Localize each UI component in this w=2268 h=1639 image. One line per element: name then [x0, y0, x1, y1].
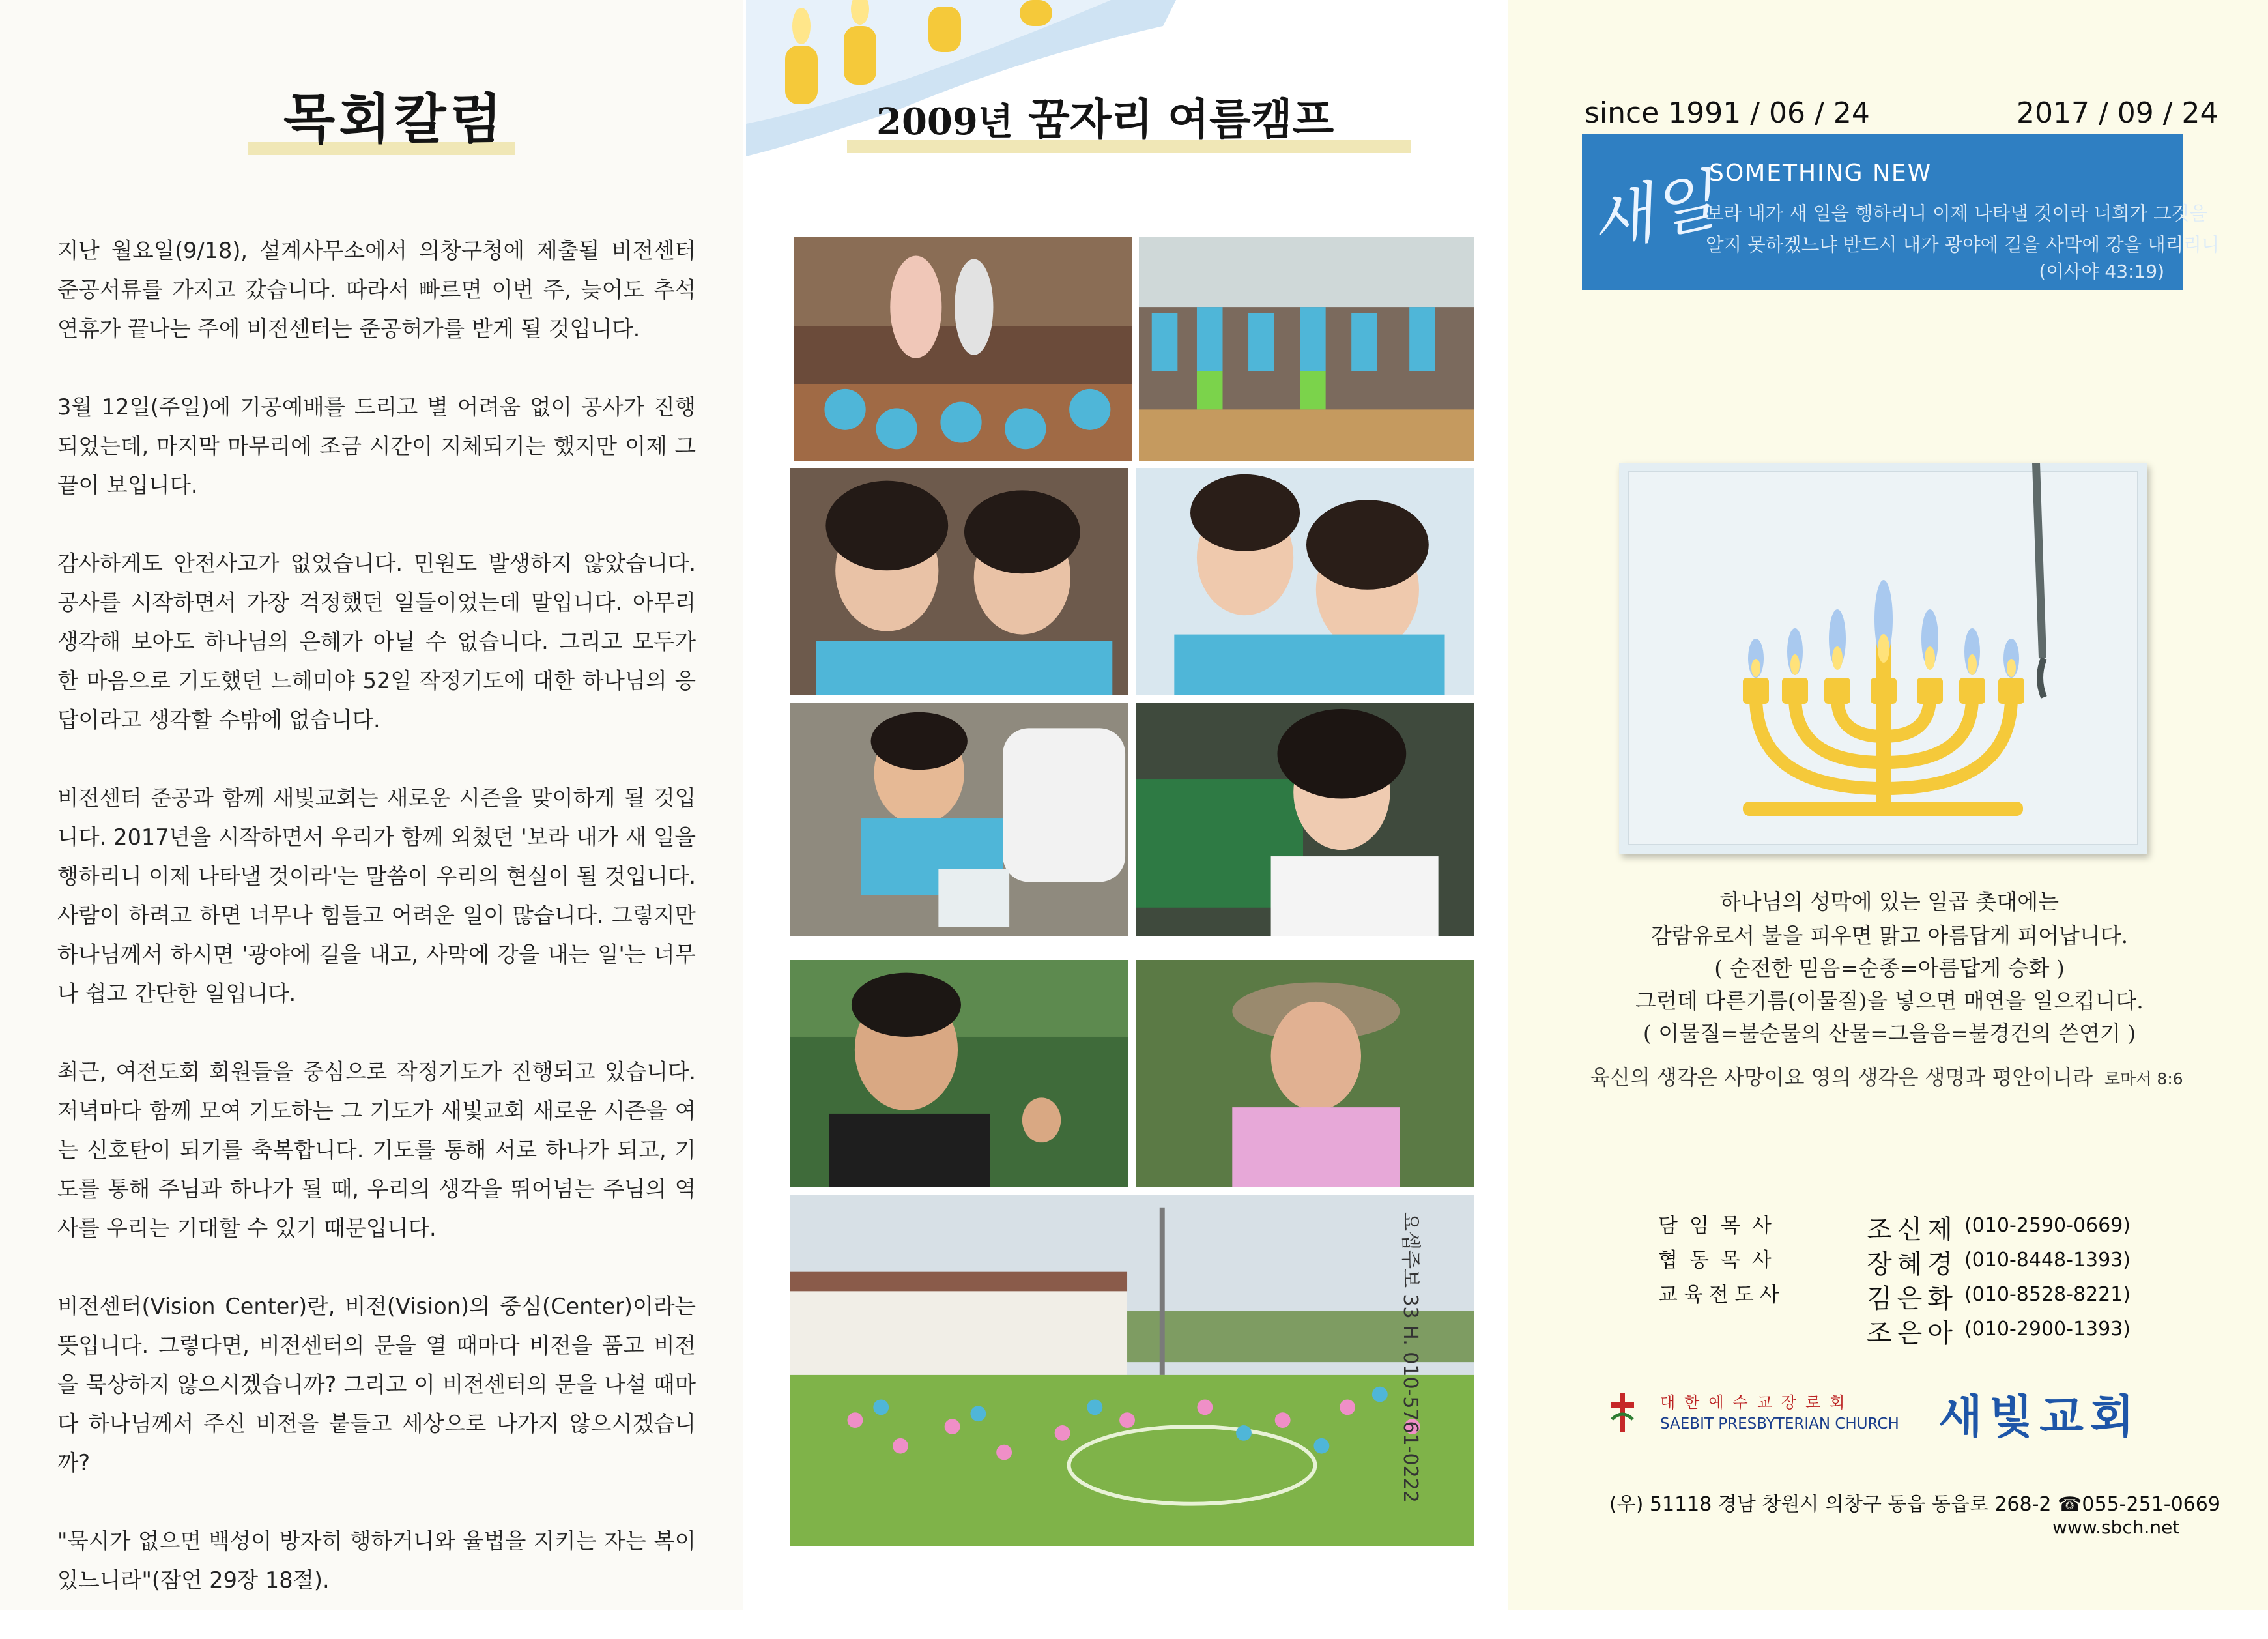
column-paragraph: 3월 12일(주일)에 기공예배를 드리고 별 어려움 없이 공사가 진행되었는데, 마지막 마무리에 조금 시간이 지체되기는 했지만 이제 그 끝이 보입니다.	[57, 394, 696, 498]
camp-photo-two-girls	[788, 466, 1130, 697]
camp-photo-laughing-girls	[1134, 466, 1476, 697]
menorah-caption-line: ( 이물질=불순물의 산물=그을음=불경건의 쓴연기 )	[1643, 1021, 2136, 1046]
since-date: since 1991 / 06 / 24	[1585, 96, 1870, 130]
staff-role: 교육전도사	[1658, 1283, 1785, 1307]
camp-title	[876, 85, 1334, 147]
camp-title-text: 꿈자리 여름캠프	[1027, 94, 1334, 145]
staff-name: 조은아	[1867, 1318, 1958, 1348]
church-website: www.sbch.net	[2052, 1516, 2180, 1538]
camp-photo-stage-performance	[792, 235, 1134, 463]
printer-note: 요셉주보 33 H. 010-5761-0222	[1399, 1212, 1422, 1503]
banner-verse-line: 알지 못하겠느냐 반드시 내가 광야에 길을 사막에 강을 내리리니	[1706, 234, 2220, 255]
church-english-name: SAEBIT PRESBYTERIAN CHURCH	[1660, 1415, 1899, 1432]
staff-name: 장혜경	[1867, 1249, 1958, 1279]
romans-verse-text: 육신의 생각은 사망이요 영의 생각은 생명과 평안이니라	[1590, 1065, 2093, 1090]
church-denomination: 대한예수교장로회	[1660, 1393, 1854, 1412]
staff-phone: (010-8528-8221)	[1964, 1283, 2131, 1306]
camp-photo-man-in-hat	[1134, 958, 1476, 1189]
column-title: 목회칼럼	[283, 88, 506, 151]
column-paragraph: 비전센터(Vision Center)란, 비전(Vision)의 중심(Center)이라는 뜻입니다. 그렇다면, 비전센터의 문을 열 때마다 비전을 품고 비전을 묵상하지 않으시겠습니까? 그리고 이 비전센터의 문을 나설 때마다 하나님께서 주신 비전을 붙들고 세상으로 나가지 않으시겠습니까?	[57, 1294, 696, 1475]
staff-phone: (010-8448-1393)	[1964, 1249, 2131, 1271]
banner-tagline: SOMETHING NEW	[1709, 160, 1932, 186]
menorah-caption-line: ( 순전한 믿음=순종=아름답게 승화 )	[1714, 955, 2065, 981]
menorah-caption-line: 그런데 다른기름(이물질)을 넣으면 매연을 일으킵니다.	[1635, 988, 2144, 1013]
staff-role: 담임목사	[1658, 1214, 1783, 1238]
staff-phone: (010-2590-0669)	[1964, 1214, 2131, 1237]
menorah-caption-line: 감람유로서 불을 피우면 맑고 아름답게 피어납니다.	[1650, 923, 2129, 948]
column-paragraph: 최근, 여전도회 회원들을 중심으로 작정기도가 진행되고 있습니다. 저녁마다 함께 모여 기도하는 그 기도가 새빛교회 새로운 시즌을 여는 신호탄이 되기를 축복합니다. 기도를 통해 서로 하나가 되고, 기도를 통해 주님과 하나가 될 때, 우리의 생각을 뛰어넘는 주님의 역사를 우리는 기대할 수 있기 때문입니다.	[57, 1059, 696, 1241]
camp-photo-boy-on-chair	[788, 701, 1130, 938]
column-paragraph: 감사하게도 안전사고가 없었습니다. 민원도 발생하지 않았습니다. 공사를 시작하면서 가장 걱정했던 일들이었는데 말입니다. 아무리 생각해 보아도 하나님의 은혜가 아닐 수 없습니다. 그리고 모두가 한 마음으로 기도했던 느헤미야 52일 작정기도에 대한 하나님의 응답이라고 생각할 수밖에 없습니다.	[57, 551, 696, 732]
staff-name: 조신제	[1867, 1215, 1958, 1245]
camp-title-year: 2009년	[876, 100, 1013, 143]
camp-photo-man-wet-hair	[788, 958, 1130, 1189]
church-cross-icon	[1609, 1393, 1635, 1432]
romans-verse-reference: 로마서 8:6	[2104, 1069, 2183, 1088]
column-paragraph: "묵시가 없으면 백성이 방자히 행하거니와 율법을 지키는 자는 복이 있느니라"(잠언 29장 18절).	[57, 1528, 696, 1593]
church-address: (우) 51118 경남 창원시 의창구 동읍 동읍로 268-2 ☎055-251-0669	[1609, 1493, 2220, 1516]
staff-role: 협동목사	[1658, 1249, 1783, 1272]
camp-photo-children-dancing	[1137, 235, 1476, 463]
column-paragraph: 지난 월요일(9/18), 설계사무소에서 의창구청에 제출될 비전센터 준공서류를 가지고 갔습니다. 따라서 빠르면 이번 주, 늦어도 추석 연휴가 끝나는 주에 비전센터는 준공허가를 받게 될 것입니다.	[57, 238, 696, 341]
saeil-logo: 새일	[1583, 162, 1723, 263]
camp-photo-smiling-woman	[1134, 701, 1476, 938]
issue-date: 2017 / 09 / 24	[2017, 96, 2218, 130]
church-name: 새빛교회	[1938, 1389, 2141, 1443]
staff-name: 김은화	[1867, 1284, 1958, 1314]
menorah-painting	[1619, 463, 2147, 854]
staff-phone: (010-2900-1393)	[1964, 1318, 2131, 1341]
column-body	[57, 231, 696, 1639]
romans-verse	[1590, 1061, 2183, 1091]
masthead-banner	[1582, 134, 2220, 290]
banner-verse-line: 보라 내가 새 일을 행하리니 이제 나타낼 것이라 너희가 그것을	[1706, 203, 2207, 224]
camp-photo-field-games	[788, 1193, 1476, 1548]
banner-verse-reference: (이사야 43:19)	[2039, 261, 2164, 282]
menorah-caption-line: 하나님의 성막에 있는 일곱 촛대에는	[1719, 889, 2060, 914]
column-paragraph: 비전센터 준공과 함께 새빛교회는 새로운 시즌을 맞이하게 될 것입니다. 2017년을 시작하면서 우리가 함께 외쳤던 '보라 내가 새 일을 행하리니 이제 나타낼 것이라'는 말씀이 우리의 현실이 될 것입니다. 사람이 하려고 하면 너무나 힘들고 어려운 일이 많습니다. 그렇지만 하나님께서 하시면 '광야에 길을 내고, 사막에 강을 내는 일'는 너무나 쉽고 간단한 일입니다.	[57, 785, 696, 1006]
